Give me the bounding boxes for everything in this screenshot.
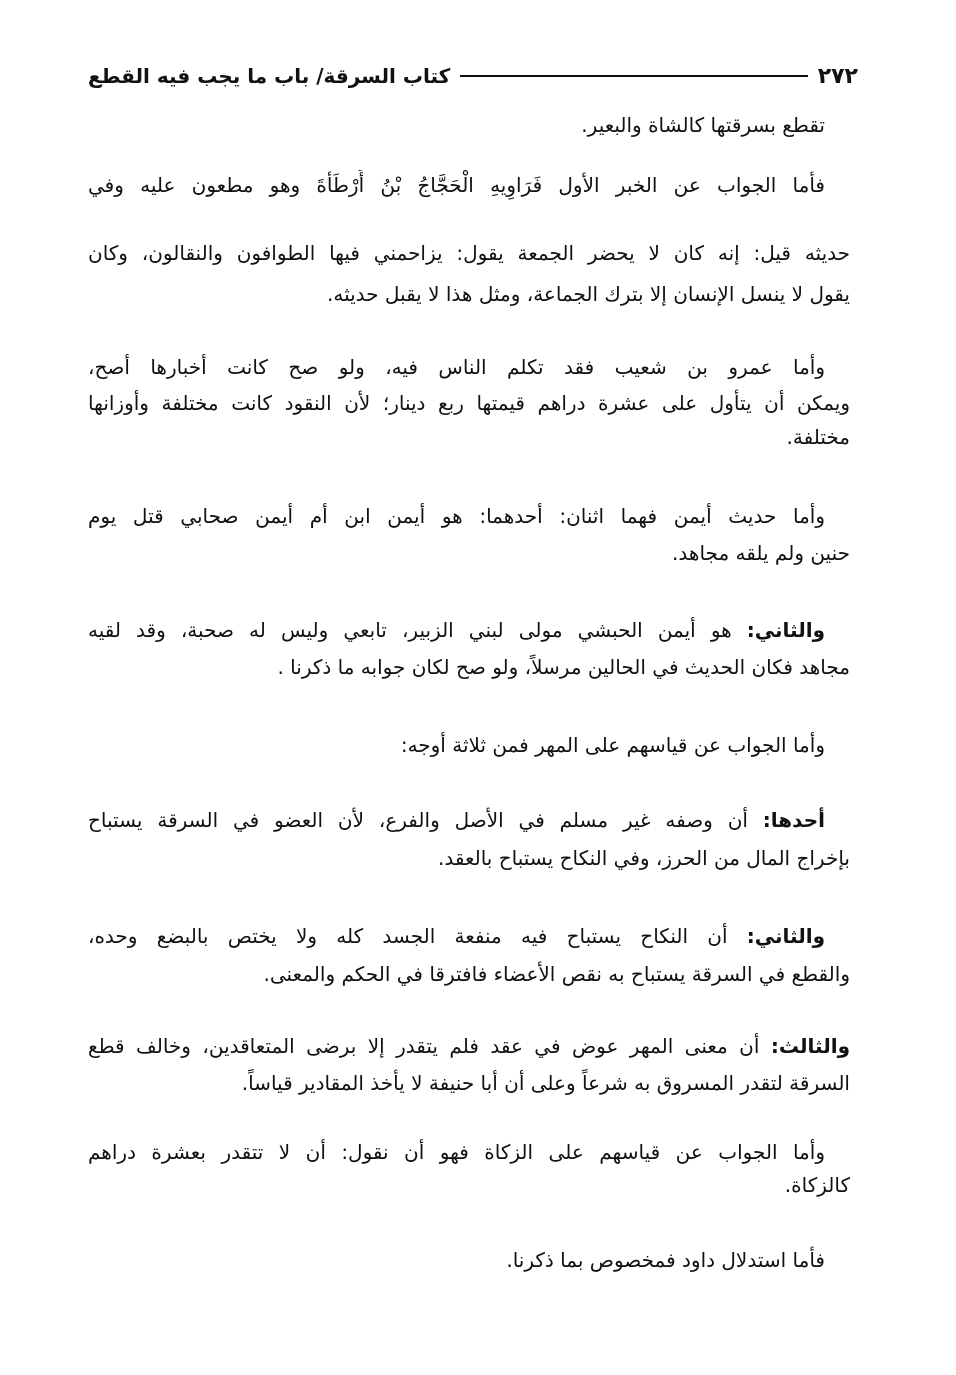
text-span: أن وصفه غير مسلم في الأصل والفرع، لأن العضو في السرقة يستباح [88,808,763,832]
paragraph-line [88,615,825,645]
text-line: فأما الجواب عن الخبر الأول فَرَاوِيهِ الْحَجَّاجُ بْنُ أَرْطَأَةَ وهو مطعون عليه وفي [88,173,825,197]
text-line: حديثه قيل: إنه كان لا يحضر الجمعة يقول: يزاحمني فيها الطوافون والنقالون، وكان [88,241,850,265]
running-title: كتاب السرقة/ باب ما يجب فيه القطع [88,64,451,88]
text-line: فأما استدلال داود فمخصوص بما ذكرنا. [506,1248,825,1272]
text-span: هو أيمن الحبشي مولى لبني الزبير، تابعي وليس له صحبة، وقد لقيه [88,618,747,642]
header-rule [460,75,807,77]
text-line: وأما الجواب عن قياسهم على المهر فمن ثلاثة أوجه: [400,733,825,757]
text-line: بإخراج المال من الحرز، وفي النكاح يستباح بالعقد. [438,846,850,870]
text-line: والقطع في السرقة يستباح به نقص الأعضاء فافترقا في الحكم والمعنى. [263,962,850,986]
text-line: وأما عمرو بن شعيب فقد تكلم الناس فيه، ولو صح كانت أخبارها أصح، [88,355,825,379]
text-line: مختلفة. [786,425,850,449]
paragraph-line [88,805,825,835]
text-line: وأما حديث أيمن فهما اثنان: أحدهما: هو أيمن ابن أم أيمن صحابي قتل يوم [88,504,825,528]
enumeration-label: والثاني: [746,924,825,948]
enumeration-label: أحدها: [762,808,825,832]
text-line: السرقة لتقدر المسروق به شرعاً وعلى أن أبا حنيفة لا يأخذ المقادير قياساً. [241,1071,850,1095]
paragraph-line [88,1031,850,1061]
enumeration-label: والثالث: [770,1034,850,1058]
paragraph-line [88,921,825,951]
text-span: أن النكاح يستباح فيه منفعة الجسد كله ولا يختص بالبضع وحده، [88,924,747,948]
page-number: ٢٧٢ [817,63,858,89]
text-line: يقول لا ينسل الإنسان إلا بترك الجماعة، ومثل هذا لا يقبل حديثه. [326,282,850,306]
text-line: حنين ولم يلقه مجاهد. [672,541,850,565]
text-line: وأما الجواب عن قياسهم على الزكاة فهو أن نقول: أن لا تتقدر بعشرة دراهم [88,1140,825,1164]
text-line: تقطع بسرقتها كالشاة والبعير. [581,113,825,137]
page-header [88,58,858,94]
text-line: ويمكن أن يتأول على عشرة دراهم قيمتها ربع دينار؛ لأن النقود كانت مختلفة وأوزانها [88,391,850,415]
text-line: مجاهد فكان الحديث في الحالين مرسلاً، ولو صح لكان جوابه ما ذكرنا . [277,655,850,679]
text-line: كالزكاة. [784,1173,850,1197]
enumeration-label: والثاني: [746,618,825,642]
text-span: أن معنى المهر عوض في عقد فلم يتقدر إلا برضى المتعاقدين، وخالف قطع [88,1034,771,1058]
